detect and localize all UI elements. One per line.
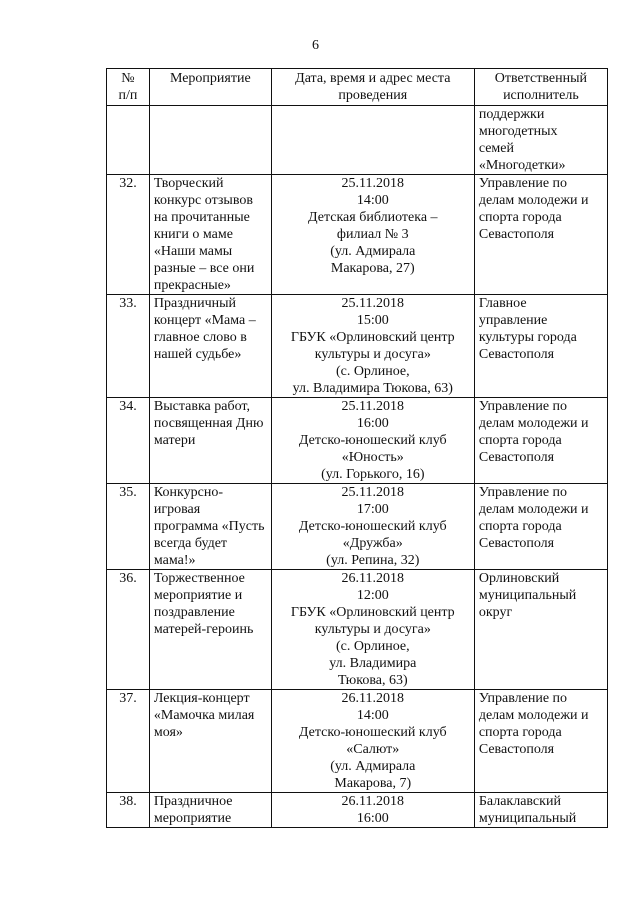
cell-line: филиал № 3 bbox=[336, 227, 409, 242]
responsible-cell bbox=[474, 295, 607, 398]
header-line: п/п bbox=[118, 88, 138, 103]
header-line: Дата, время и адрес места bbox=[295, 71, 451, 86]
cell-line: Выставка работ, bbox=[153, 399, 250, 414]
row-number-cell: 35. bbox=[107, 484, 150, 570]
cell-line: Севастополя bbox=[478, 742, 555, 757]
table-header-row bbox=[107, 69, 608, 106]
table-row bbox=[107, 484, 608, 570]
responsible-cell bbox=[474, 690, 607, 793]
cell-line: (ул. Репина, 32) bbox=[326, 553, 420, 568]
cell-line: 25.11.2018 bbox=[341, 176, 405, 191]
date-cell bbox=[271, 690, 474, 793]
cell-line: разные – все они bbox=[153, 261, 255, 276]
cell-line: семей bbox=[478, 141, 514, 156]
cell-line: муниципальный bbox=[478, 811, 577, 826]
cell-line: Управление по bbox=[478, 399, 568, 414]
cell-line: ГБУК «Орлиновский центр bbox=[290, 330, 455, 345]
cell-line: 16:00 bbox=[356, 811, 389, 826]
cell-line: делам молодежи и bbox=[478, 708, 589, 723]
header-line: исполнитель bbox=[503, 88, 579, 103]
table-row bbox=[107, 793, 608, 828]
cell-line: мероприятие и bbox=[153, 588, 243, 603]
event-cell bbox=[149, 690, 271, 793]
event-cell bbox=[149, 484, 271, 570]
cell-line: матерей-героинь bbox=[153, 622, 254, 637]
row-number-cell bbox=[107, 106, 150, 175]
header-date bbox=[271, 69, 474, 106]
responsible-cell bbox=[474, 793, 607, 828]
cell-line: 14:00 bbox=[356, 193, 389, 208]
cell-line: «Многодетки» bbox=[478, 158, 566, 173]
header-event bbox=[149, 69, 271, 106]
cell-line: главное слово в bbox=[153, 330, 247, 345]
event-cell bbox=[149, 175, 271, 295]
cell-line: Лекция-концерт bbox=[153, 691, 250, 706]
event-cell bbox=[149, 398, 271, 484]
cell-line: книги о маме bbox=[153, 227, 233, 242]
cell-line: 14:00 bbox=[356, 708, 389, 723]
cell-line: «Мамочка милая bbox=[153, 708, 255, 723]
date-cell bbox=[271, 295, 474, 398]
cell-line: 17:00 bbox=[356, 502, 389, 517]
table-row bbox=[107, 570, 608, 690]
responsible-cell bbox=[474, 106, 607, 175]
header-num bbox=[107, 69, 150, 106]
cell-line: Детско-юношеский клуб bbox=[298, 519, 447, 534]
row-number-cell: 34. bbox=[107, 398, 150, 484]
cell-line: Праздничный bbox=[153, 296, 237, 311]
row-number-cell: 36. bbox=[107, 570, 150, 690]
event-cell bbox=[149, 793, 271, 828]
header-line: № bbox=[121, 71, 135, 86]
date-cell bbox=[271, 398, 474, 484]
cell-line: Праздничное bbox=[153, 794, 233, 809]
cell-line: 26.11.2018 bbox=[341, 571, 405, 586]
cell-line: «Юность» bbox=[341, 450, 404, 465]
cell-line: мама!» bbox=[153, 553, 196, 568]
cell-line: Торжественное bbox=[153, 571, 245, 586]
cell-line: культуры и досуга» bbox=[314, 622, 431, 637]
responsible-cell bbox=[474, 398, 607, 484]
cell-line: многодетных bbox=[478, 124, 558, 139]
cell-line: делам молодежи и bbox=[478, 502, 589, 517]
cell-line: 12:00 bbox=[356, 588, 389, 603]
header-line: Мероприятие bbox=[169, 71, 251, 86]
date-cell bbox=[271, 570, 474, 690]
cell-line: (с. Орлиное, bbox=[335, 364, 410, 379]
cell-line: культуры и досуга» bbox=[314, 347, 431, 362]
cell-line: всегда будет bbox=[153, 536, 228, 551]
cell-line: округ bbox=[478, 605, 513, 620]
table-row bbox=[107, 106, 608, 175]
cell-line: Управление по bbox=[478, 176, 568, 191]
cell-line: Детско-юношеский клуб bbox=[298, 433, 447, 448]
cell-line: Управление по bbox=[478, 485, 568, 500]
cell-line: спорта города bbox=[478, 210, 562, 225]
cell-line: Детская библиотека – bbox=[308, 210, 438, 225]
cell-line: 15:00 bbox=[356, 313, 389, 328]
cell-line: программа «Пусть bbox=[153, 519, 265, 534]
header-responsible bbox=[474, 69, 607, 106]
cell-line: 25.11.2018 bbox=[341, 485, 405, 500]
responsible-cell bbox=[474, 484, 607, 570]
date-cell bbox=[271, 106, 474, 175]
cell-line: 16:00 bbox=[356, 416, 389, 431]
cell-line: Главное bbox=[478, 296, 527, 311]
cell-line: Орлиновский bbox=[478, 571, 560, 586]
event-cell bbox=[149, 570, 271, 690]
row-number-cell: 33. bbox=[107, 295, 150, 398]
cell-line: (ул. Адмирала bbox=[330, 244, 416, 259]
events-table bbox=[106, 68, 608, 828]
cell-line: поддержки bbox=[478, 107, 545, 122]
cell-line: 25.11.2018 bbox=[341, 399, 405, 414]
cell-line: на прочитанные bbox=[153, 210, 250, 225]
cell-line: спорта города bbox=[478, 433, 562, 448]
cell-line: «Наши мамы bbox=[153, 244, 233, 259]
cell-line: муниципальный bbox=[478, 588, 577, 603]
date-cell bbox=[271, 175, 474, 295]
cell-line: поздравление bbox=[153, 605, 235, 620]
cell-line: «Салют» bbox=[346, 742, 400, 757]
cell-line: спорта города bbox=[478, 519, 562, 534]
event-cell bbox=[149, 106, 271, 175]
cell-line: прекрасные» bbox=[153, 278, 231, 293]
date-cell bbox=[271, 484, 474, 570]
cell-line: концерт «Мама – bbox=[153, 313, 256, 328]
page-number: 6 bbox=[312, 38, 319, 53]
event-cell bbox=[149, 295, 271, 398]
row-number-cell: 37. bbox=[107, 690, 150, 793]
cell-line: 26.11.2018 bbox=[341, 691, 405, 706]
cell-line: Макарова, 27) bbox=[330, 261, 415, 276]
cell-line: игровая bbox=[153, 502, 201, 517]
cell-line: Севастополя bbox=[478, 536, 555, 551]
cell-line: Севастополя bbox=[478, 450, 555, 465]
cell-line: делам молодежи и bbox=[478, 416, 589, 431]
table-row bbox=[107, 690, 608, 793]
cell-line: конкурс отзывов bbox=[153, 193, 253, 208]
cell-line: ул. Владимира bbox=[329, 656, 417, 671]
cell-line: управление bbox=[478, 313, 548, 328]
cell-line: нашей судьбе» bbox=[153, 347, 242, 362]
cell-line: моя» bbox=[153, 725, 183, 740]
cell-line: Конкурсно- bbox=[153, 485, 223, 500]
cell-line: Управление по bbox=[478, 691, 568, 706]
cell-line: Тюкова, 63) bbox=[337, 673, 408, 688]
table-body bbox=[107, 106, 608, 828]
cell-line: спорта города bbox=[478, 725, 562, 740]
cell-line: «Дружба» bbox=[342, 536, 403, 551]
responsible-cell bbox=[474, 175, 607, 295]
cell-line: Севастополя bbox=[478, 347, 555, 362]
responsible-cell bbox=[474, 570, 607, 690]
cell-line: делам молодежи и bbox=[478, 193, 589, 208]
cell-line: Макарова, 7) bbox=[334, 776, 412, 791]
cell-line: 26.11.2018 bbox=[341, 794, 405, 809]
cell-line: мероприятие bbox=[153, 811, 232, 826]
cell-line: 25.11.2018 bbox=[341, 296, 405, 311]
row-number-cell: 32. bbox=[107, 175, 150, 295]
cell-line: Творческий bbox=[153, 176, 224, 191]
table-row bbox=[107, 175, 608, 295]
cell-line: (ул. Горького, 16) bbox=[321, 467, 425, 482]
cell-line: посвященная Дню bbox=[153, 416, 264, 431]
cell-line: Детско-юношеский клуб bbox=[298, 725, 447, 740]
cell-line: (с. Орлиное, bbox=[335, 639, 410, 654]
cell-line: Балаклавский bbox=[478, 794, 561, 809]
row-number-cell: 38. bbox=[107, 793, 150, 828]
header-line: Ответственный bbox=[494, 71, 588, 86]
cell-line: (ул. Адмирала bbox=[330, 759, 416, 774]
cell-line: ГБУК «Орлиновский центр bbox=[290, 605, 455, 620]
cell-line: культуры города bbox=[478, 330, 577, 345]
table-row bbox=[107, 398, 608, 484]
date-cell bbox=[271, 793, 474, 828]
table-row bbox=[107, 295, 608, 398]
cell-line: ул. Владимира Тюкова, 63) bbox=[292, 381, 453, 396]
cell-line: матери bbox=[153, 433, 196, 448]
cell-line: Севастополя bbox=[478, 227, 555, 242]
header-line: проведения bbox=[338, 88, 408, 103]
